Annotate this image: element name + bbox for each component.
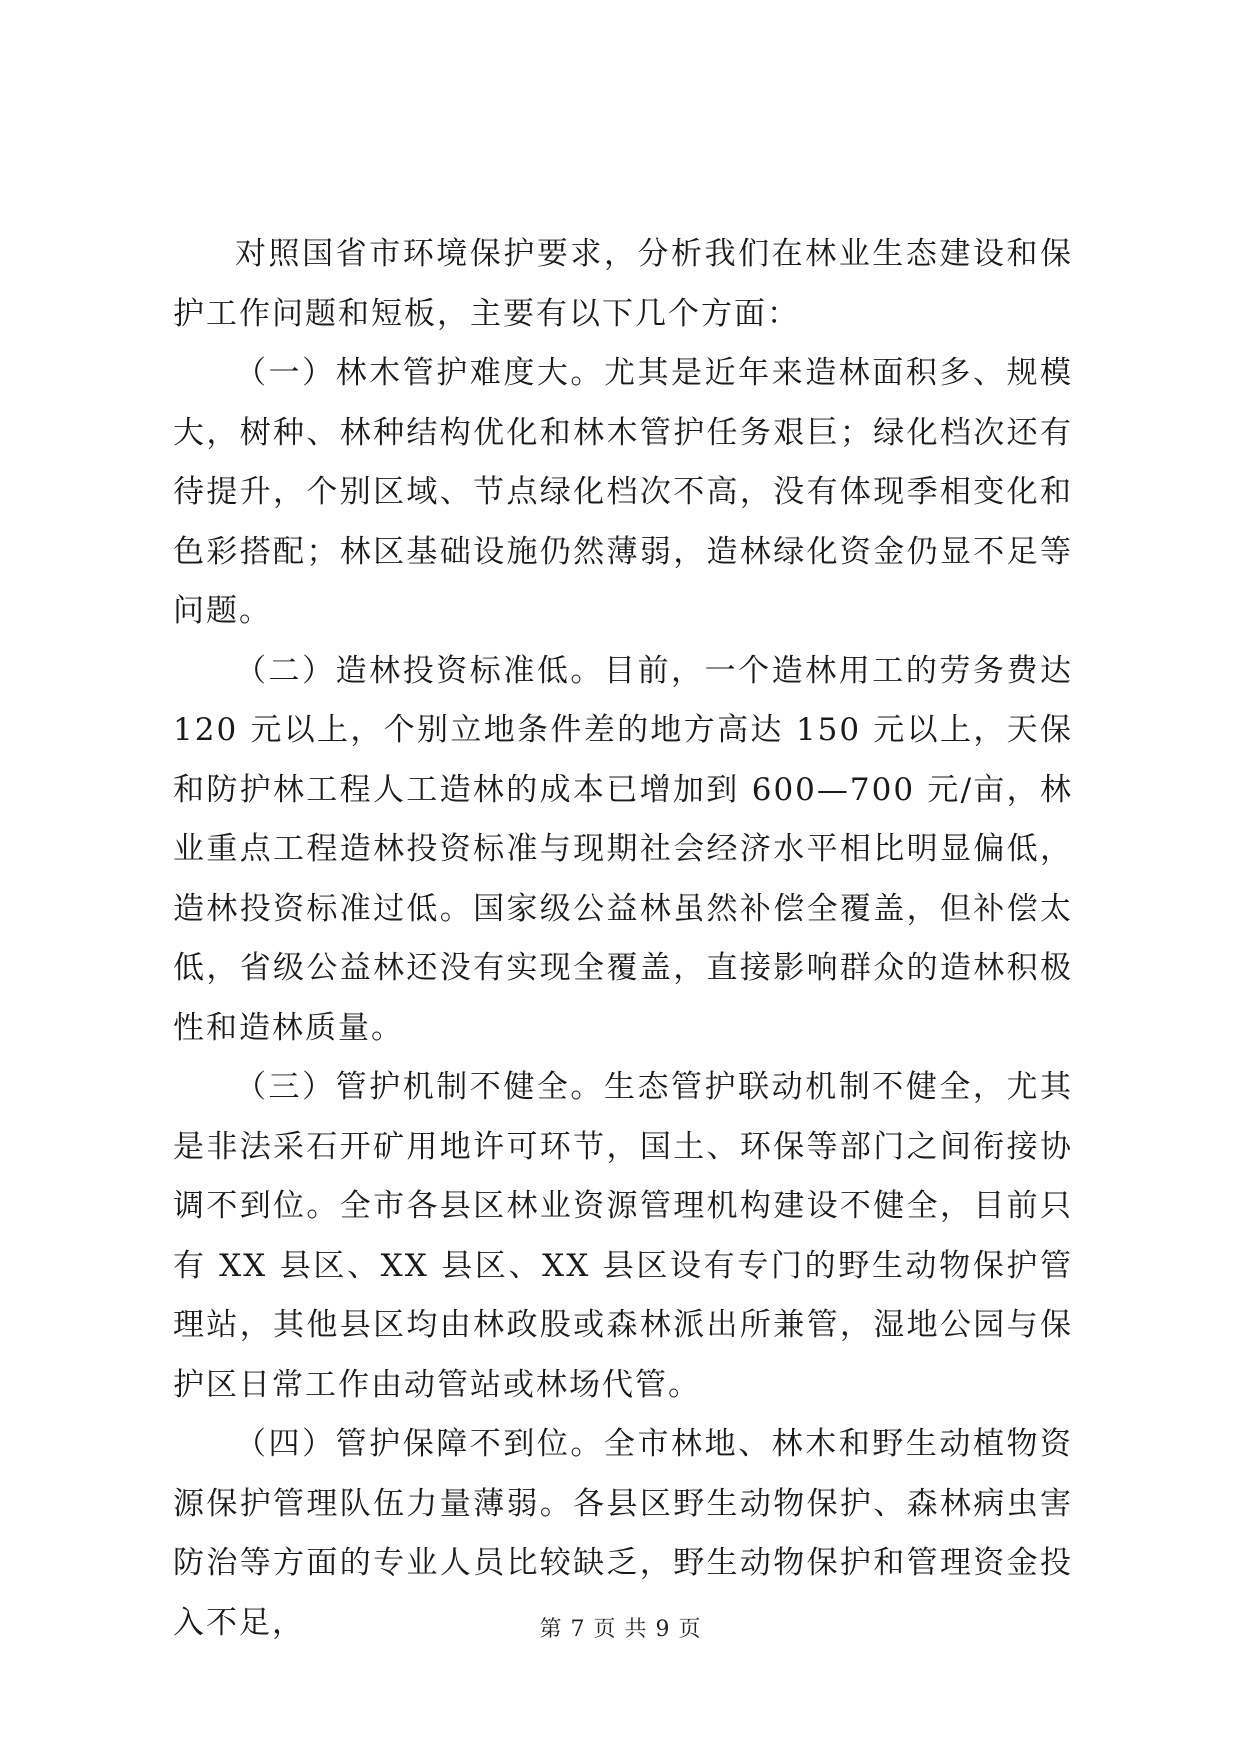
paragraph-section-1: （一）林木管护难度大。尤其是近年来造林面积多、规模大，树种、林种结构优化和林木管护任务艰巨；绿化档次还有待提升，个别区域、节点绿化档次不高，没有体现季相变化和色彩搭配；林区基础设施仍然薄弱，造林绿化资金仍显不足等问题。 <box>173 355 1073 629</box>
paragraph-section-2: （二）造林投资标准低。目前，一个造林用工的劳务费达 120 元以上，个别立地条件差的地方高达 150 元以上，天保和防护林工程人工造林的成本已增加到 600—700 元/亩，林业重点工程造林投资标准与现期社会经济水平相比明显偏低，造林投资标准过低。国家级公益林虽然补偿全覆盖，但补偿太低，省级公益林还没有实现全覆盖，直接影响群众的造林积极性和造林质量。 <box>173 652 1073 1046</box>
page-footer: 第 7 页 共 9 页 <box>539 1617 702 1642</box>
paragraph-section-3: （三）管护机制不健全。生态管护联动机制不健全，尤其是非法采石开矿用地许可环节，国土、环保等部门之间衔接协调不到位。全市各县区林业资源管理机构建设不健全，目前只有 XX 县区、XX 县区、XX 县区设有专门的野生动物保护管理站，其他县区均由林政股或森林派出所兼管，湿地公园与保护区日常工作由动管站或林场代管。 <box>173 1069 1073 1403</box>
paragraph-intro: 对照国省市环境保护要求，分析我们在林业生态建设和保护工作问题和短板，主要有以下几个方面： <box>173 236 1073 332</box>
document-body <box>173 225 1073 1653</box>
paragraph-section-4: （四）管护保障不到位。全市林地、林木和野生动植物资源保护管理队伍力量薄弱。各县区野生动物保护、森林病虫害防治等方面的专业人员比较缺乏，野生动物保护和管理资金投入不足， <box>173 1426 1073 1641</box>
